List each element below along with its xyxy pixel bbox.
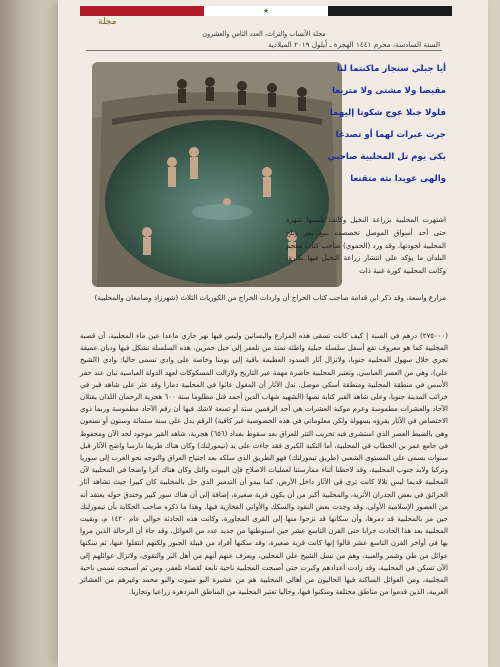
intro-paragraph-continued: مزارع واسعة، وقد ذكر ابن قدامة صاحب كتاب الخراج أن واردات الخراج من الكوريات الثلاث (شهرزاد وصامغان والمحلبية) bbox=[94, 294, 446, 302]
main-body-text: (٢٧٥٠٠٠) درهم في السنة | كيف كانت تسقى هذه المزارع والبساتين وليس فيها نهر جاري ماعدا عين ماء المحلبية، أن قصبة المحلبية كما هو معروف تقع أسفل سلسلة جبلية واطئة تمتد من تلعفر إلى جبل حمرين، هذه السلسلة تشكل فيها وديان عميقة تجري خلال سهول المحلبية جنوبا، ولاتزال آثار السدود العظيمة باقية إلى يومنا وخاصة على وادي تسمى حاليا: وادي (الشيخ علي)، وهي من العصر العباسي. وتعتبر المحلبية حاضرة مهمة عبر التاريخ ولازالت المسكوكات لعهد الدولة العباسية تبان عند حفر الأسس في منطقة المحلبية ومنطقة أسكي موصل. تدل الآثار أن المغول عاثوا في المحلبية دمارا وقد عثر على شاهد قبر في خرائب المدينة جنوبا، وعلى شاهد القبر كتابة نصها (الشهيد شهاب الدين أحمد قتل مظلوما سنة ٦٠٠ هجرية الرحمان اللذان يقتلان الآحاد والعشرات مطموسة وعرم موكبة العشرات هي أحد الرقمين ستة أو تسعة لاشك فيها أن رقم الآحاد مطموسة وربما ذوي الاختصاص في الآثار يقرؤه بسهولة ولكن معلوماتي في هذه الخصوصية غير كافية) الرقم يدل على سنة ستمائة وستون أو تسعون وهي بالضبط العصر الذي استشرى فيه تخريب التتر للعراق بعد سقوط بغداد (٦٥٦) هجرية، شاهد القبر موجود لحد الآن ومحفوظ في جامع عمر بن الخطاب في المحلبية، أما النكبة الكبرى فقد جاءت على يد (تيمورلنك) وكان هناك طريقا دارسا واضح الآثار قبل سنوات بسمى على المستوى الشعبي (طريق تيمورلنك) فهو الطريق الذي سلكه بعد اجتياح العراق والتوجه نحو الغرب إلى سوريا وتركيا ولابد جنوب المحلبية، وقد لاحظنا أثناء ممارستنا لعمليات الاصلاح فإن البيوت والتل وكان هناك أثرا واضحا في المحلبية لآن المحلبية قديما ليس تلالا كانت ترى في الآثار داخل الأرض، كما يبدو أن التدمير الذي حل بالمحلبية كان كبيرا حيث تشاهد آثار الحرائق في بعض الجدران الأثرية، والمحلبية أكبر من أن يكون قرية صغيرة، إضافة إلى أن هناك سور كبير وخندق حوله يعتقد أنه من العصور الإسلامية الأولى، وقد وجدت بعض النقود والسكك والأواني الفخارية فيها. وهذا ما ذكره صاحب الحكاية بأن تيمورلنك حين مر بالمحلبية قد دمرها، وأن سكانها قد نزحوا منها إلى القرى المجاورة، وكانت هذه الحادثة حوالي عام ١٤٢٠ م، وبقيت المحلبية بعد هذا الحادث خرابا حتى القرن التاسع عشر حين استوطنها من جديد عدد من العوائل، وقد جاء أن الرحالة الذين مروا بها في أواخر القرن التاسع عشر قالوا إنها كانت قرية صغيرة، وقد سكنها أفراد من قبيلة الجبور ولكنهم انتقلوا عنها، ثم سكنها عوائل من طي وشمر والعبيد، وهم من نسل الشيخ علي المحلبي، ويعرف عنهم أنهم من أهل البر والتقوى، ولاتزال عوائلهم إلى الآن تسكن في المحلبية، وقد زادت أعدادهم وكبرت حتى أصبحت المحلبية ناحية تابعة لقضاء تلعفر، ومن ثم أصبحت تسمى ناحية المحلبية، ومن العوائل الساكنة فيها الحاليون من أهالي المحلبية هم من عشيرة البو متيوت والبو محمد وغيرهم من العشائر العربية، الذين قدموا من مناطق مختلفة وسكنوا فيها، وحاليا تعتبر المحلبية من المناطق المزدهرة زراعيا وتجاريا. bbox=[80, 332, 449, 597]
poem-line: بكى يوم تل المحلبية صاحبي bbox=[327, 152, 446, 162]
book-gutter bbox=[0, 0, 58, 667]
intro-paragraph: اشتهرت المحلبية بزراعة النخيل وكانت تلبسها شهرة حتى أحد أسواق الموصل تخصصت ببيع تمر وبلح المحلبية لجودتها، وقد ورد (الحموي) صاحب كتاب معجم البلدان ما يؤكد على انتشار زراعة النخيل فيها بكثرة، وكانت المحلبية كورة غنية ذات bbox=[286, 216, 446, 276]
issue-date-header: السنة السادسة، محرم ١٤٤١ الهجرة ـ أيلول ٢٠١٩ الميلادية bbox=[267, 40, 440, 49]
poem-verses bbox=[326, 58, 446, 190]
star-icon: ★ bbox=[262, 7, 270, 15]
poem-line: مقيضا ولا مشتى ولا متربعا bbox=[332, 86, 446, 96]
poem-line: أيا جبلي سنجار ماكنتما لنا bbox=[336, 64, 446, 74]
journal-header: مجلة الأنساب والتراث، العدد الثامن والعشرون bbox=[202, 29, 326, 38]
poem-line: فلولا جبلا عوج شكونا إليهما bbox=[329, 108, 446, 118]
magazine-logo: مجلة bbox=[98, 17, 117, 27]
iraqi-flag-banner bbox=[80, 6, 452, 16]
poem-line: جرت عبرات لهما أو تصدعا bbox=[335, 130, 446, 140]
header-divider bbox=[86, 50, 442, 51]
poem-line: والهى عويدا بثه متقنعا bbox=[350, 174, 446, 184]
document-page bbox=[58, 0, 488, 667]
